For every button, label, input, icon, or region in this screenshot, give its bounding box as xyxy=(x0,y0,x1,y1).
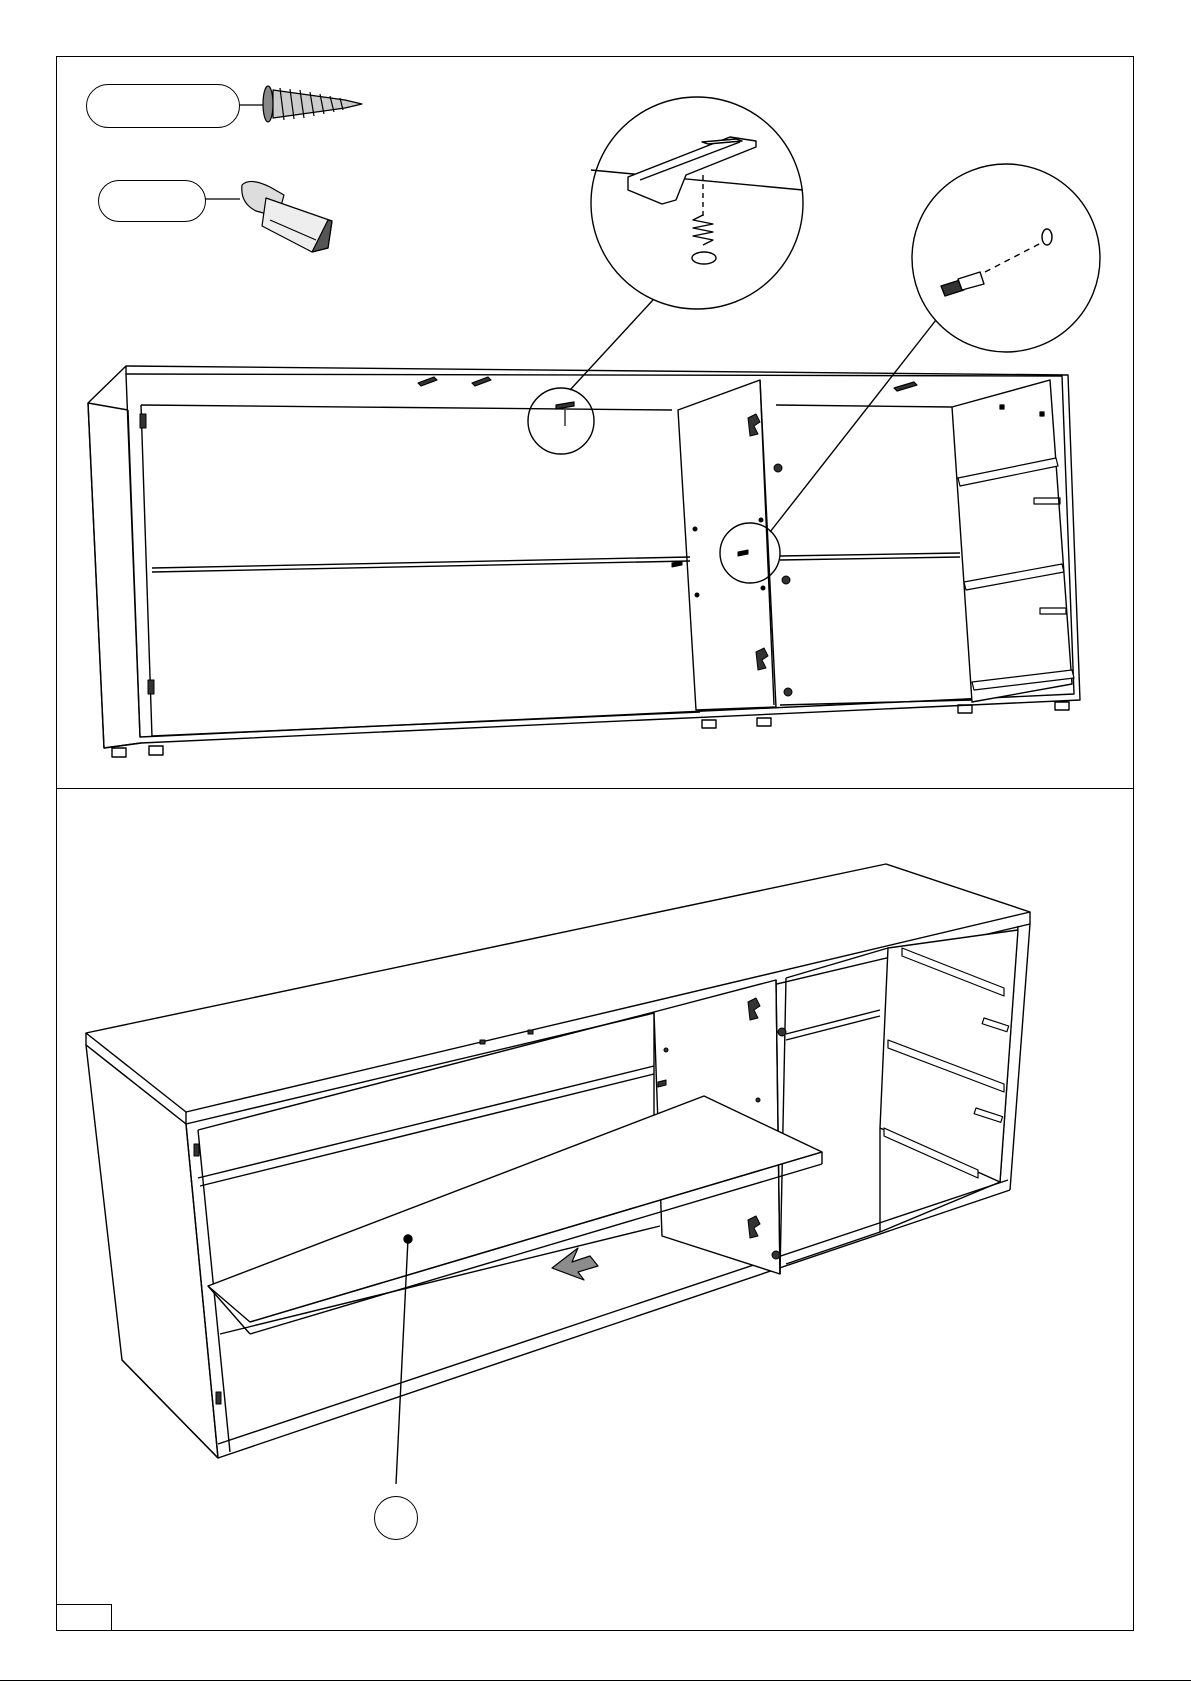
page-number xyxy=(56,1604,112,1631)
cabinet-frame-top xyxy=(88,366,1080,757)
cabinet-foot xyxy=(112,748,126,757)
shelf-pin-quantity-label xyxy=(98,180,206,222)
cabinet-foot xyxy=(1055,702,1069,710)
step-divider xyxy=(56,788,1134,789)
bracket-detail-view xyxy=(570,97,803,390)
shelf-part-callout xyxy=(374,1496,418,1540)
cabinet-foot xyxy=(702,720,716,728)
wood-screw-icon xyxy=(234,86,362,122)
cabinet-foot xyxy=(958,705,972,713)
cabinet-foot xyxy=(757,718,771,726)
screw-quantity-label xyxy=(86,84,240,128)
cabinet-foot xyxy=(149,746,163,755)
footer-rule xyxy=(0,1680,1191,1681)
shelf-pin-icon xyxy=(205,181,332,252)
